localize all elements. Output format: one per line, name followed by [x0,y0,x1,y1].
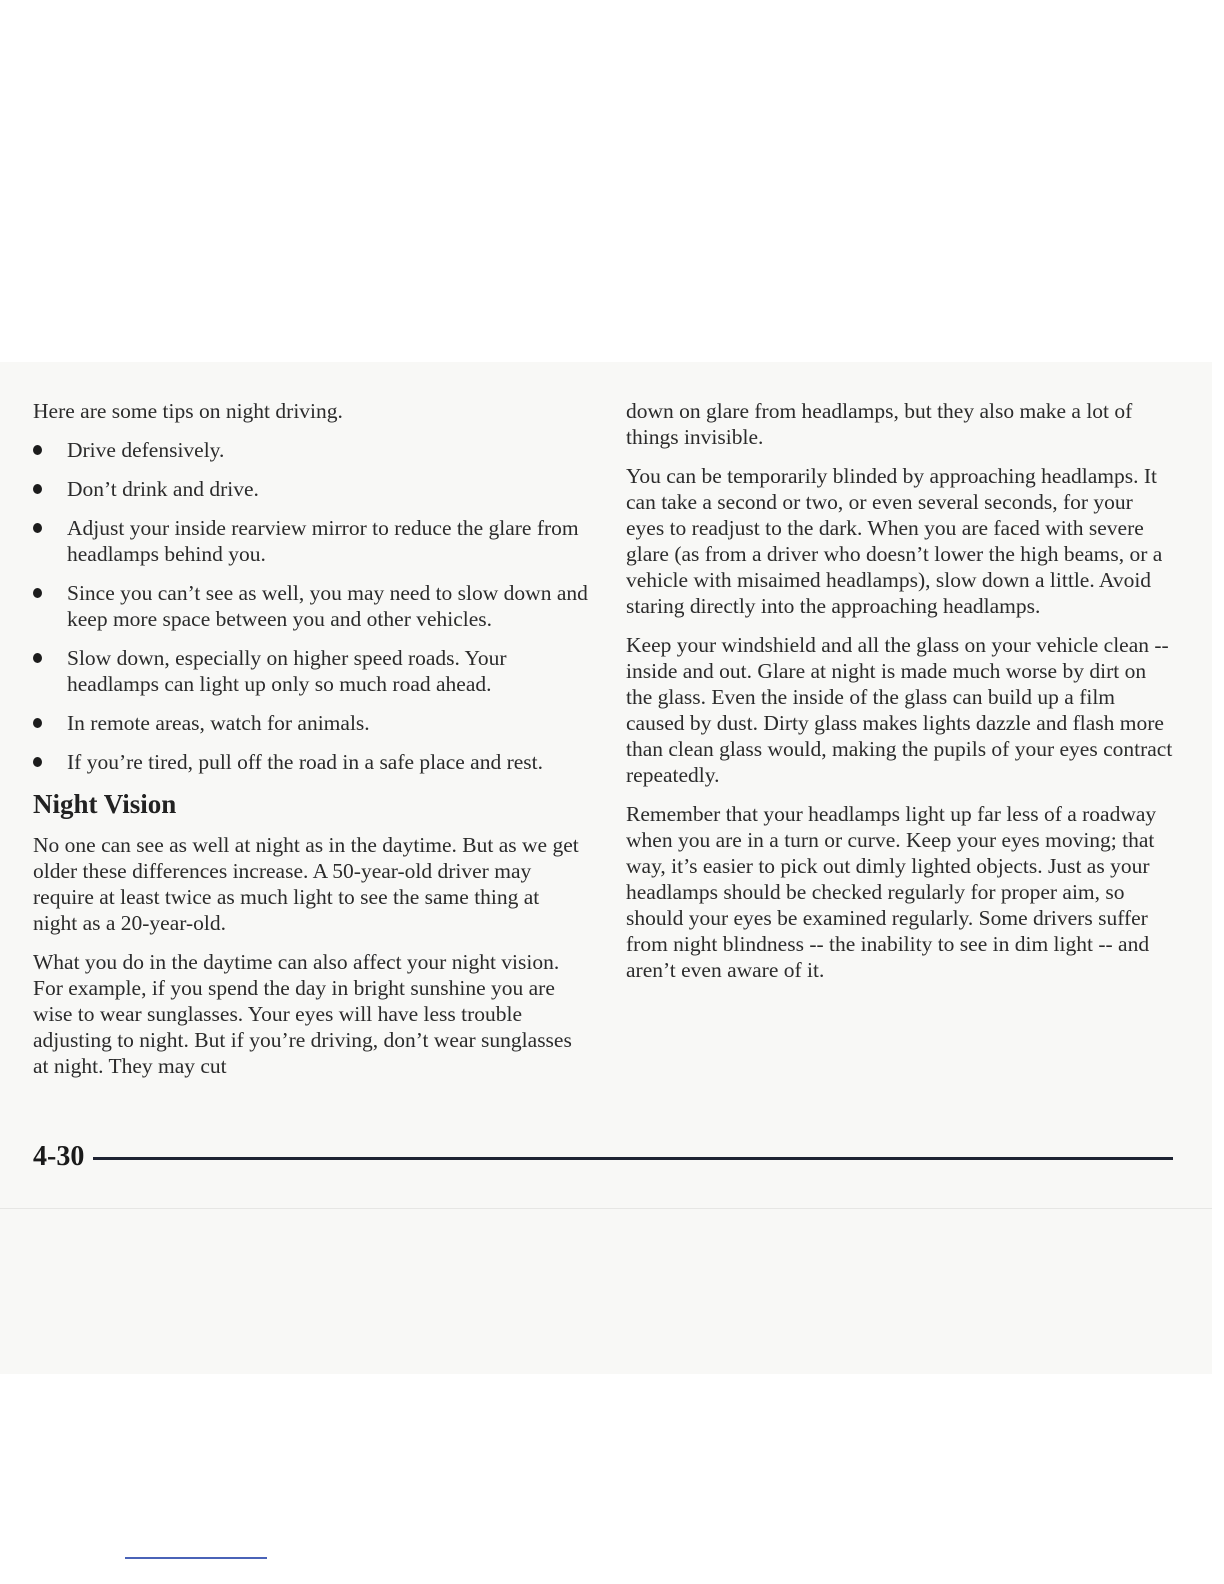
list-item [33,645,588,697]
body-paragraph: down on glare from headlamps, but they also make a lot of things invisible. [626,399,1133,449]
tip-text: Slow down, especially on higher speed roads. Your headlamps can light up only so much road ahead. [67,646,507,696]
bullet-icon [33,757,42,767]
list-item [33,437,588,463]
list-item [33,749,588,775]
body-paragraph: Keep your windshield and all the glass on your vehicle clean -- inside and out. Glare at night is made much worse by dirt on the glass. Even the inside of the glass can build up a film caused by dust. Dirty glass makes lights dazzle and flash more than clean glass would, making the pupils of your eyes contract repeatedly. [626,633,1173,787]
night-driving-tips-list [33,437,588,775]
link-underline[interactable] [125,1557,267,1559]
list-item [33,710,588,736]
section-heading-night-vision: Night Vision [33,789,177,819]
tip-text: If you’re tired, pull off the road in a safe place and rest. [67,750,543,774]
body-paragraph: What you do in the daytime can also affect your night vision. For example, if you spend the day in bright sunshine you are wise to wear sunglasses. Your eyes will have less trouble adjusting to night. But if you’re driving, don’t wear sunglasses at night. They may cut [33,950,572,1078]
bullet-icon [33,523,42,533]
left-column [33,398,588,1092]
bullet-icon [33,588,42,598]
tip-text: Don’t drink and drive. [67,477,259,501]
bullet-icon [33,484,42,494]
list-item [33,580,588,632]
bullet-icon [33,445,42,455]
body-paragraph: No one can see as well at night as in the daytime. But as we get older these differences increase. A 50-year-old driver may require at least twice as much light to see the same thing at night as a 20-year-old. [33,833,579,935]
tip-text: Since you can’t see as well, you may need to slow down and keep more space between you and other vehicles. [67,581,588,631]
tip-text: In remote areas, watch for animals. [67,711,370,735]
right-column [626,398,1174,996]
page-edge-divider [0,1208,1212,1209]
footer-divider [93,1157,1173,1160]
bullet-icon [33,653,42,663]
body-paragraph: You can be temporarily blinded by approaching headlamps. It can take a second or two, or even several seconds, for your eyes to readjust to the dark. When you are faced with severe glare (as from a driver who doesn’t lower the high beams, or a vehicle with misaimed headlamps), slow down a little. Avoid staring directly into the approaching headlamps. [626,464,1163,618]
bullet-icon [33,718,42,728]
list-item [33,476,588,502]
intro-text: Here are some tips on night driving. [33,399,343,423]
page-number: 4-30 [33,1141,85,1172]
list-item [33,515,588,567]
body-paragraph: Remember that your headlamps light up far less of a roadway when you are in a turn or curve. Keep your eyes moving; that way, it’s easier to pick out dimly lighted objects. Just as your headlamps should be checked regularly for proper aim, so should your eyes be examined regularly. Some drivers suffer from night blindness -- the inability to see in dim light -- and aren’t even aware of it. [626,802,1157,982]
tip-text: Drive defensively. [67,438,225,462]
page-footer [33,1140,1173,1174]
tip-text: Adjust your inside rearview mirror to reduce the glare from headlamps behind you. [67,516,579,566]
